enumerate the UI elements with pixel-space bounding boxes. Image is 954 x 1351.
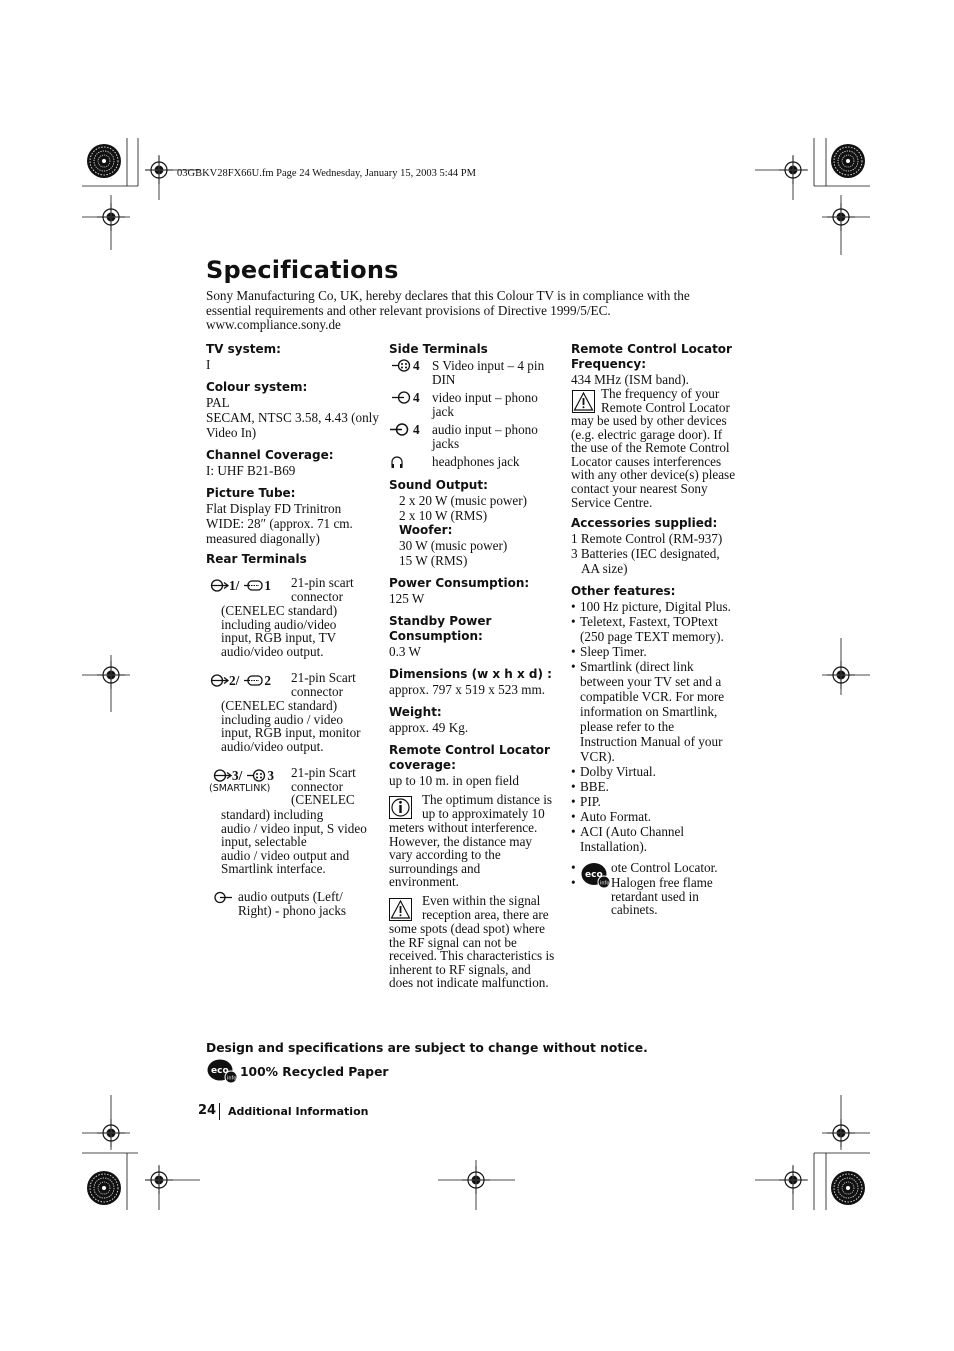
list-item: • Dolby Virtual. <box>571 764 656 779</box>
svg-text:info: info <box>227 1075 237 1082</box>
page-divider <box>219 1103 220 1120</box>
other-features-list <box>571 599 751 854</box>
rc-coverage-heading: Remote Control Locator coverage: <box>389 743 550 772</box>
info-icon <box>389 796 412 819</box>
standby-heading: Standby Power Consumption: <box>389 614 492 643</box>
list-item: • Smartlink (direct link between your TV set and a compatible VCR. For more information on Smartlink, please refer to the Instruction Manual of your VCR). <box>571 659 725 764</box>
rear-terminal-3-desc-a: 21-pin Scart connector (CENELEC <box>291 765 356 808</box>
file-info-header: 03GBKV28FX66U.fm Page 24 Wednesday, January 15, 2003 5:44 PM <box>177 168 476 179</box>
eco-info-icon <box>581 862 611 889</box>
smartlink-label: (SMARTLINK) <box>209 783 271 794</box>
rc-frequency-warning-b: may be used by other devices (e.g. electric garage door). If the use of the Remote Control Locator causes interferences with any other device(s) please contact your nearest Sony Service Centre. <box>571 413 736 510</box>
rc-frequency-block <box>571 342 749 387</box>
rc-frequency-warning-a: The frequency of your Remote Control Locator <box>601 386 730 415</box>
picture-tube-value: Flat Display FD Trinitron WIDE: 28″ (approx. 71 cm. measured diagonally) <box>206 501 353 546</box>
svg-text:eco: eco <box>585 870 603 880</box>
svideo-in-icon <box>392 359 412 372</box>
side-terminal-3-num: 4 <box>413 422 420 437</box>
intro-text: Sony Manufacturing Co, UK, hereby declares that this Colour TV is in compliance with the essential requirements and other relevant provisions of Directive 1999/5/EC. www.compliance.sony.de <box>206 288 690 332</box>
list-item: • Auto Format. <box>571 809 652 824</box>
woofer-value: 30 W (music power) 15 W (RMS) <box>399 538 508 568</box>
power-consumption-value: 125 W <box>389 591 425 606</box>
svg-text:eco: eco <box>211 1066 229 1076</box>
rear-terminal-1-desc-b: (CENELEC standard) including audio/video input, RGB input, TV audio/video output. <box>221 603 338 659</box>
accessories-value: 1 Remote Control (RM-937) 3 Batteries (IEC designated, AA size) <box>571 531 723 576</box>
section-name: Additional Information <box>228 1105 369 1118</box>
warning-note-a: Even within the signal reception area, there are <box>422 893 549 922</box>
rc-locator-feature-partial: ote Control Locator. <box>611 860 718 875</box>
rear-terminal-2-label: 2/ 2 <box>209 670 271 689</box>
side-terminal-2-desc: video input – phono jack <box>432 390 538 419</box>
side-terminal-2-num: 4 <box>413 390 420 405</box>
rc-frequency-heading: Remote Control Locator Frequency: <box>571 342 732 371</box>
bullet: • <box>571 875 576 890</box>
svideo-in-icon <box>247 769 267 782</box>
rc-frequency-value: 434 MHz (ISM band). <box>571 372 689 387</box>
side-terminals-heading: Side Terminals <box>389 342 488 356</box>
side-terminal-1-num: 4 <box>413 358 420 373</box>
audio-outputs-desc: audio outputs (Left/ Right) - phono jacks <box>238 889 347 918</box>
dimensions-value: approx. 797 x 519 x 523 mm. <box>389 682 546 697</box>
page-number: 24 <box>198 1103 217 1118</box>
tv-system-value: I <box>206 357 211 372</box>
halogen-feature: Halogen free flame retardant used in cabinets. <box>611 875 713 918</box>
accessories-heading: Accessories supplied: <box>571 516 718 530</box>
power-consumption-heading: Power Consumption: <box>389 576 530 590</box>
headphones-icon <box>390 455 404 469</box>
channel-coverage-value: I: UHF B21-B69 <box>206 463 296 478</box>
rear-terminal-3-label: 3/ 3 <box>212 765 274 784</box>
change-notice: Design and specifications are subject to change without notice. <box>206 1041 648 1055</box>
picture-tube-heading: Picture Tube: <box>206 486 296 500</box>
list-item: • PIP. <box>571 794 601 809</box>
list-item: • 100 Hz picture, Digital Plus. <box>571 599 731 614</box>
rear-terminal-2-desc-b: (CENELEC standard) including audio / video input, RGB input, monitor audio/video output. <box>221 698 361 754</box>
video-in-icon <box>392 391 412 404</box>
eco-info-icon <box>207 1059 239 1084</box>
dimensions-heading: Dimensions (w x h x d) : <box>389 667 552 681</box>
scart-in-icon <box>209 674 229 687</box>
warning-icon <box>572 390 595 413</box>
colour-system-value: PAL SECAM, NTSC 3.58, 4.43 (only Video In) <box>206 395 379 440</box>
side-terminal-4-desc: headphones jack <box>432 454 520 469</box>
rear-terminals-heading: Rear Terminals <box>206 552 307 566</box>
scart-in-icon <box>212 769 232 782</box>
warning-icon <box>389 898 412 921</box>
list-item: • BBE. <box>571 779 609 794</box>
svg-text:info: info <box>600 880 610 887</box>
weight-value: approx. 49 Kg. <box>389 720 469 735</box>
scart-out-icon <box>244 579 264 592</box>
rear-terminal-1-desc-a: 21-pin scart connector <box>291 575 354 604</box>
woofer-heading: Woofer: <box>399 523 453 537</box>
recycled-paper: 100% Recycled Paper <box>240 1065 389 1079</box>
weight-heading: Weight: <box>389 705 442 719</box>
channel-coverage-heading: Channel Coverage: <box>206 448 334 462</box>
sound-output-value: 2 x 20 W (music power) 2 x 10 W (RMS) <box>399 493 528 523</box>
warning-note-b: some spots (dead spot) where the RF signal can not be received. This characteristics is inherent to RF signals, and does not indicate malfunction. <box>389 921 555 991</box>
audio-in-icon <box>390 423 410 436</box>
side-terminal-1-desc: S Video input – 4 pin DIN <box>432 358 545 387</box>
colour-system-heading: Colour system: <box>206 380 308 394</box>
rear-terminal-2-desc-a: 21-pin Scart connector <box>291 670 356 699</box>
column-2 <box>389 478 567 788</box>
bullet: • <box>571 860 576 875</box>
list-item: • Sleep Timer. <box>571 644 647 659</box>
rc-coverage-value: up to 10 m. in open field <box>389 773 520 788</box>
tv-system-heading: TV system: <box>206 342 281 356</box>
rear-terminal-1-label: 1/ 1 <box>209 575 271 594</box>
sound-output-heading: Sound Output: <box>389 478 488 492</box>
info-note-b: meters without interference. However, the distance may vary according to the surroundings and environment. <box>389 820 538 890</box>
standby-value: 0.3 W <box>389 644 421 659</box>
rear-terminal-3-desc-b: standard) including audio / video input, S video input, selectable audio / video output and Smartlink interface. <box>221 807 367 877</box>
scart-in-icon <box>209 579 229 592</box>
info-note-a: The optimum distance is up to approximately 10 <box>422 792 553 821</box>
side-terminal-3-desc: audio input – phono jacks <box>432 422 538 451</box>
column-1 <box>206 342 381 567</box>
scart-out-icon <box>244 674 264 687</box>
other-features-heading: Other features: <box>571 584 676 598</box>
page-title: Specifications <box>206 256 399 284</box>
list-item: • Teletext, Fastext, TOPtext (250 page TEXT memory). <box>571 614 724 644</box>
accessories-block <box>571 516 751 854</box>
list-item: • ACI (Auto Channel Installation). <box>571 824 685 854</box>
audio-out-icon <box>213 891 233 904</box>
